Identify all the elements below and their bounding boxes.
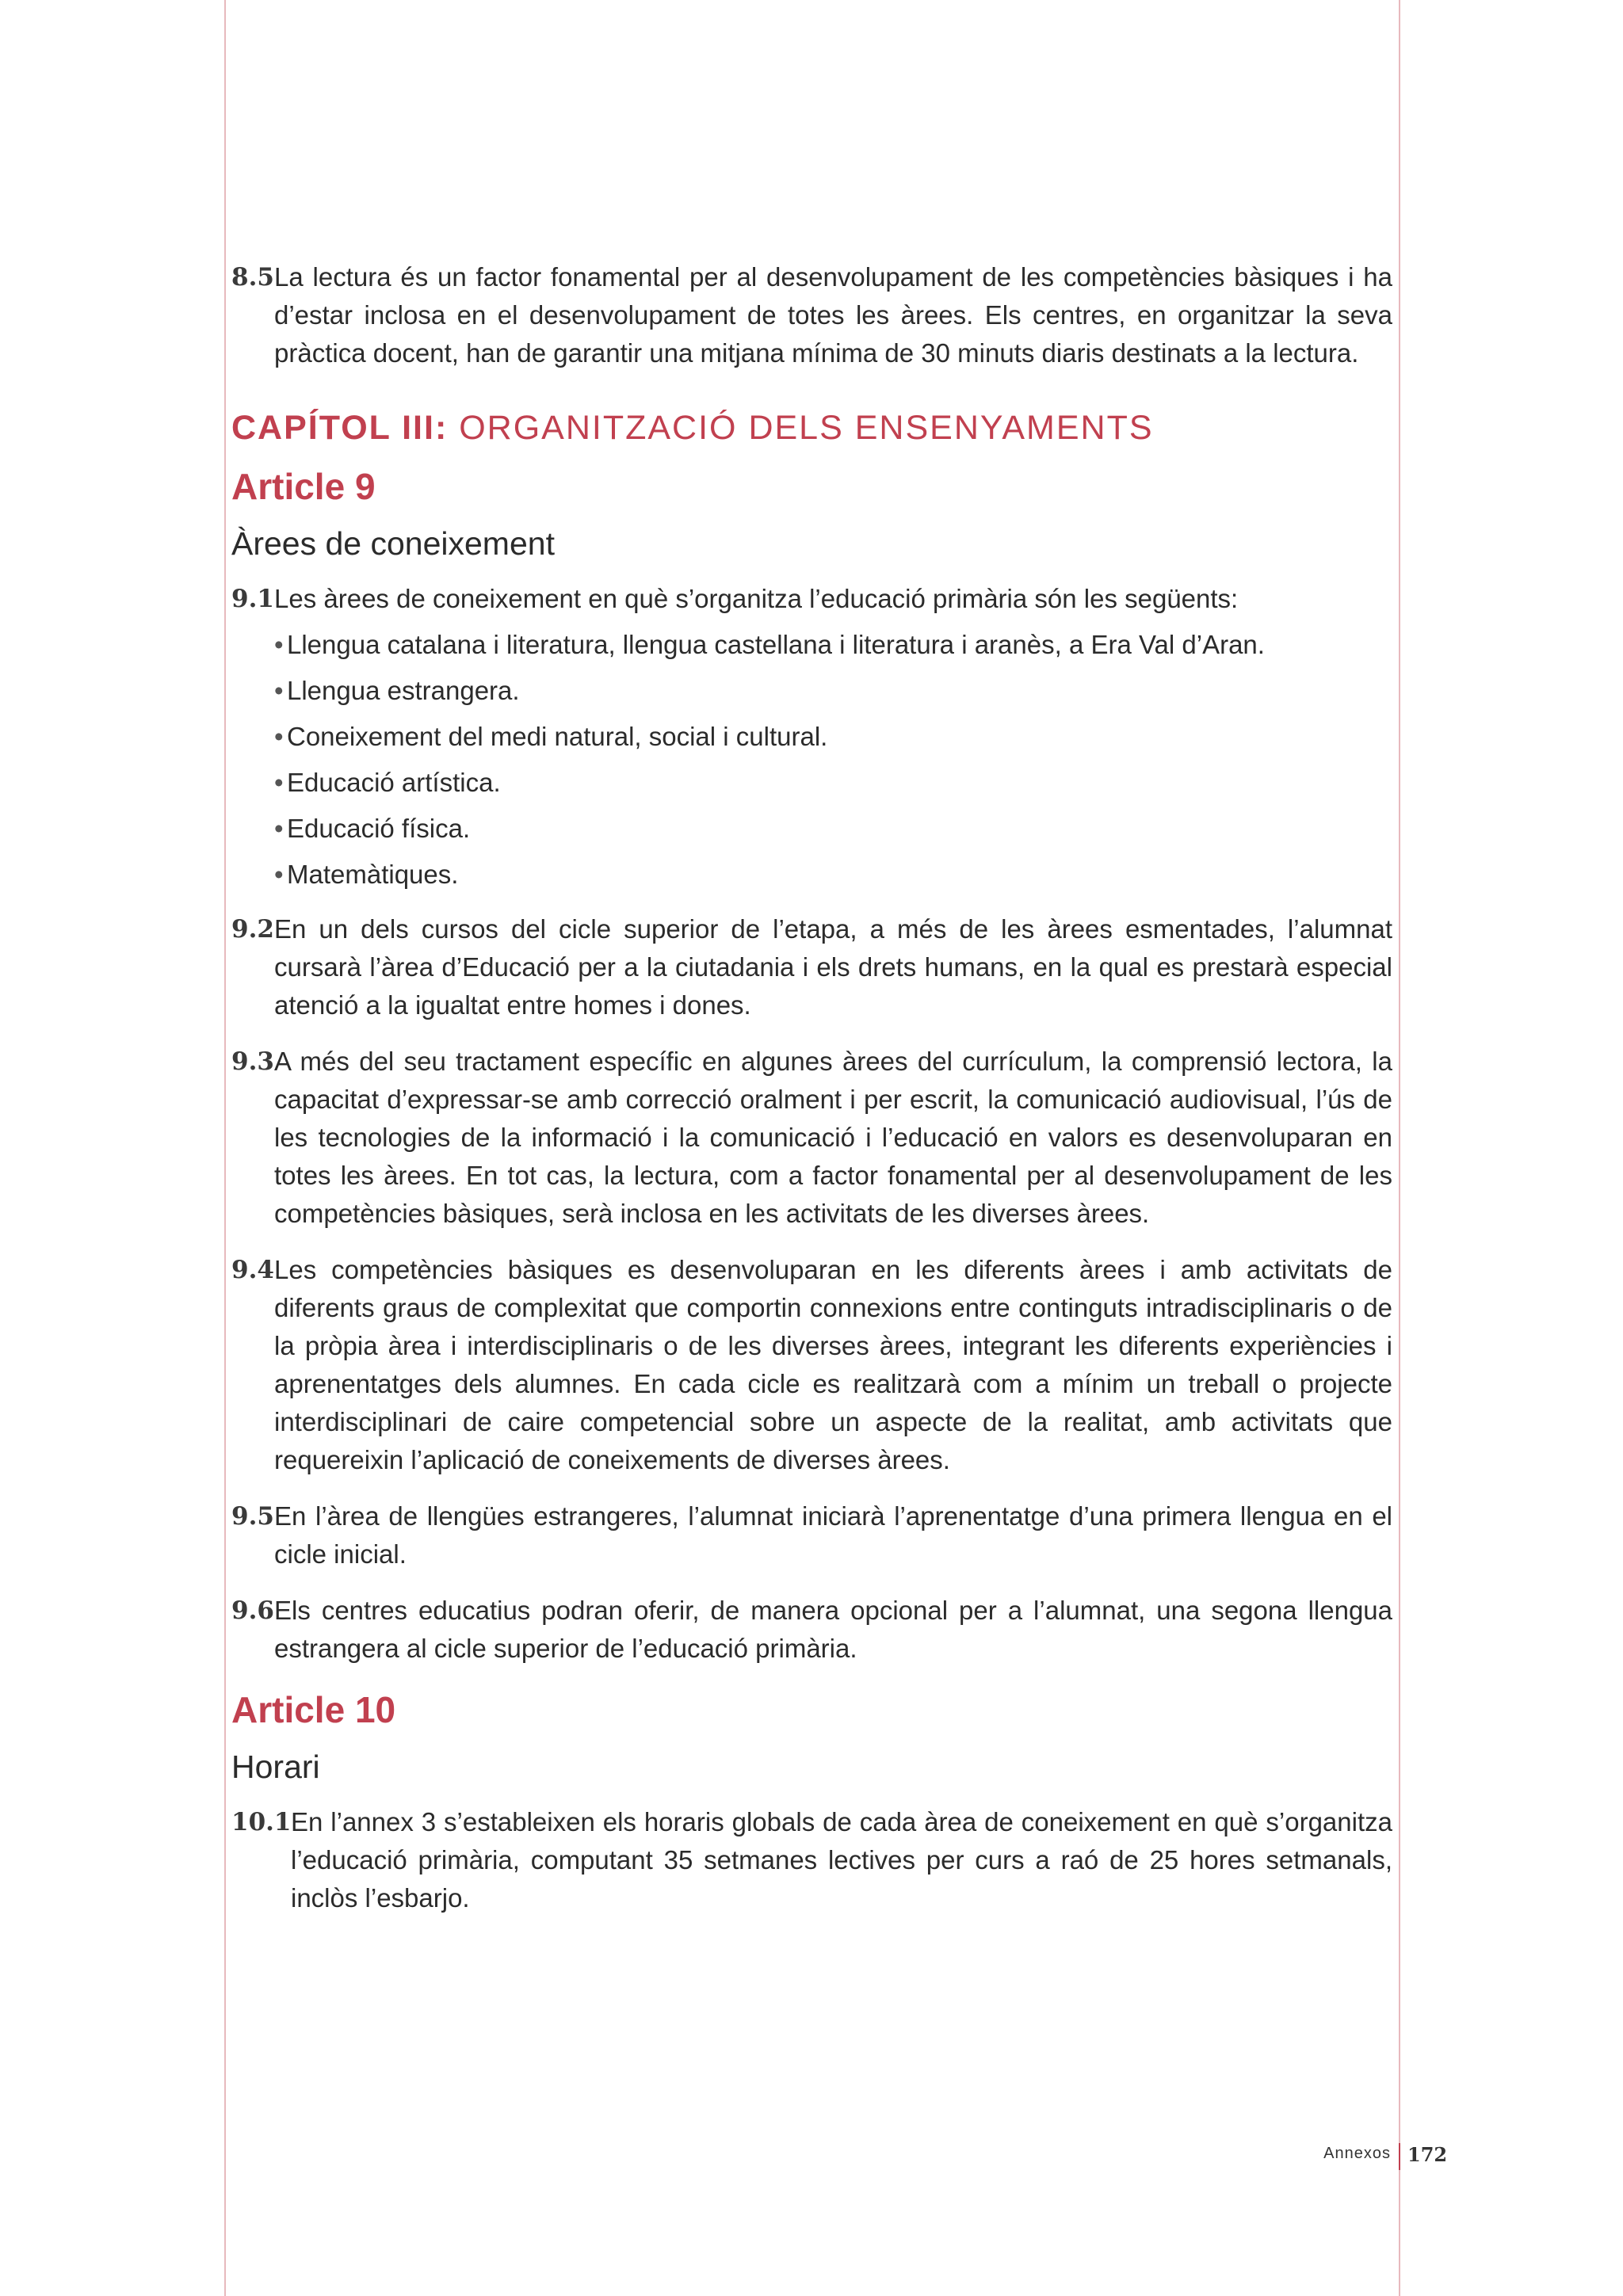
paragraph-number: 8.5	[231, 263, 274, 292]
article-10-heading: Article 10	[231, 1689, 396, 1730]
paragraph-9-2	[231, 910, 1392, 1024]
list-item: • Llengua catalana i literatura, llengua castellana i literatura i aranès, a Era Val d’Aran.	[274, 630, 1265, 659]
footer-divider	[1399, 2143, 1400, 2170]
paragraph-text: Les competències bàsiques es desenvoluparan en les diferents àrees i amb activitats de diferents graus de complexitat que comportin connexions entre continguts intradisciplinaris o de la pròpia àrea i interdisciplinaris o de les diverses àrees, integrant les diferents experiències i aprenentatges dels alumnes. En cada cicle es realitzarà com a mínim un treball o projecte interdisciplinari de caire competencial sobre un aspecte de la realitat, amb activitats que requereixin l’aplicació de coneixements de diverses àrees.	[274, 1255, 1392, 1474]
article-10-subtitle: Horari	[231, 1749, 320, 1785]
list-item: • Coneixement del medi natural, social i cultural.	[274, 722, 828, 751]
list-item: • Educació artística.	[274, 768, 501, 797]
paragraph-9-3	[231, 1043, 1392, 1233]
article-9-heading: Article 9	[231, 466, 376, 507]
paragraph-9-1	[231, 580, 1392, 618]
list-item: • Matemàtiques.	[274, 860, 459, 889]
list-item: • Educació física.	[274, 814, 471, 843]
paragraph-text: A més del seu tractament específic en algunes àrees del currículum, la comprensió lectora, la capacitat d’expressar-se amb correcció oralment i per escrit, la comunicació audiovisual, l’ús de les tecnologies de la informació i la comunicació i l’educació en valors es desenvoluparan en totes les àrees. En tot cas, la lectura, com a factor fonamental per al desenvolupament de les competències bàsiques, serà inclosa en les activitats de les diverses àrees.	[274, 1047, 1392, 1228]
paragraph-8-5	[231, 258, 1392, 372]
paragraph-number: 9.5	[231, 1502, 274, 1531]
chapter-heading	[231, 404, 1392, 452]
paragraph-9-5	[231, 1497, 1392, 1573]
paragraph-9-6	[231, 1592, 1392, 1668]
paragraph-text: La lectura és un factor fonamental per al desenvolupament de les competències bàsiques i ha d’estar inclosa en el desenvolupament de totes les àrees. Els centres, en organitzar la seva pràctica docent, han de garantir una mitjana mínima de 30 minuts diaris destinats a la lectura.	[274, 262, 1392, 368]
paragraph-number: 10.1	[231, 1808, 292, 1836]
left-margin-line	[224, 0, 226, 2296]
paragraph-number: 9.1	[231, 585, 274, 613]
paragraph-text: Els centres educatius podran oferir, de manera opcional per a l’alumnat, una segona llengua estrangera al cicle superior de l’educació primària.	[274, 1596, 1392, 1663]
paragraph-text: Les àrees de coneixement en què s’organitza l’educació primària són les següents:	[274, 584, 1239, 613]
page-number: 172	[1407, 2143, 1448, 2166]
chapter-title: ORGANITZACIÓ DELS ENSENYAMENTS	[459, 409, 1154, 447]
knowledge-areas-list	[274, 622, 1392, 898]
right-margin-line	[1399, 0, 1400, 2296]
article-9-subtitle: Àrees de coneixement	[231, 525, 555, 562]
paragraph-9-4	[231, 1251, 1392, 1479]
chapter-label: CAPÍTOL III:	[231, 409, 449, 447]
paragraph-10-1	[231, 1803, 1392, 1917]
paragraph-number: 9.2	[231, 915, 274, 944]
paragraph-number: 9.3	[231, 1047, 274, 1076]
page-footer	[0, 2143, 1623, 2175]
footer-section-label: Annexos	[1323, 2145, 1391, 2162]
paragraph-text: En l’àrea de llengües estrangeres, l’alumnat iniciarà l’aprenentatge d’una primera llengua en el cicle inicial.	[274, 1501, 1392, 1569]
list-item: • Llengua estrangera.	[274, 676, 520, 705]
paragraph-text: En un dels cursos del cicle superior de l’etapa, a més de les àrees esmentades, l’alumnat cursarà l’àrea d’Educació per a la ciutadania i els drets humans, en la qual es prestarà especial atenció a la igualtat entre homes i dones.	[274, 914, 1392, 1020]
paragraph-number: 9.6	[231, 1596, 274, 1625]
paragraph-text: En l’annex 3 s’estableixen els horaris globals de cada àrea de coneixement en què s’organitza l’educació primària, computant 35 setmanes lectives per curs a raó de 25 hores setmanals, inclòs l’esbarjo.	[291, 1807, 1392, 1913]
page-content	[231, 258, 1392, 1936]
paragraph-number: 9.4	[231, 1256, 274, 1284]
